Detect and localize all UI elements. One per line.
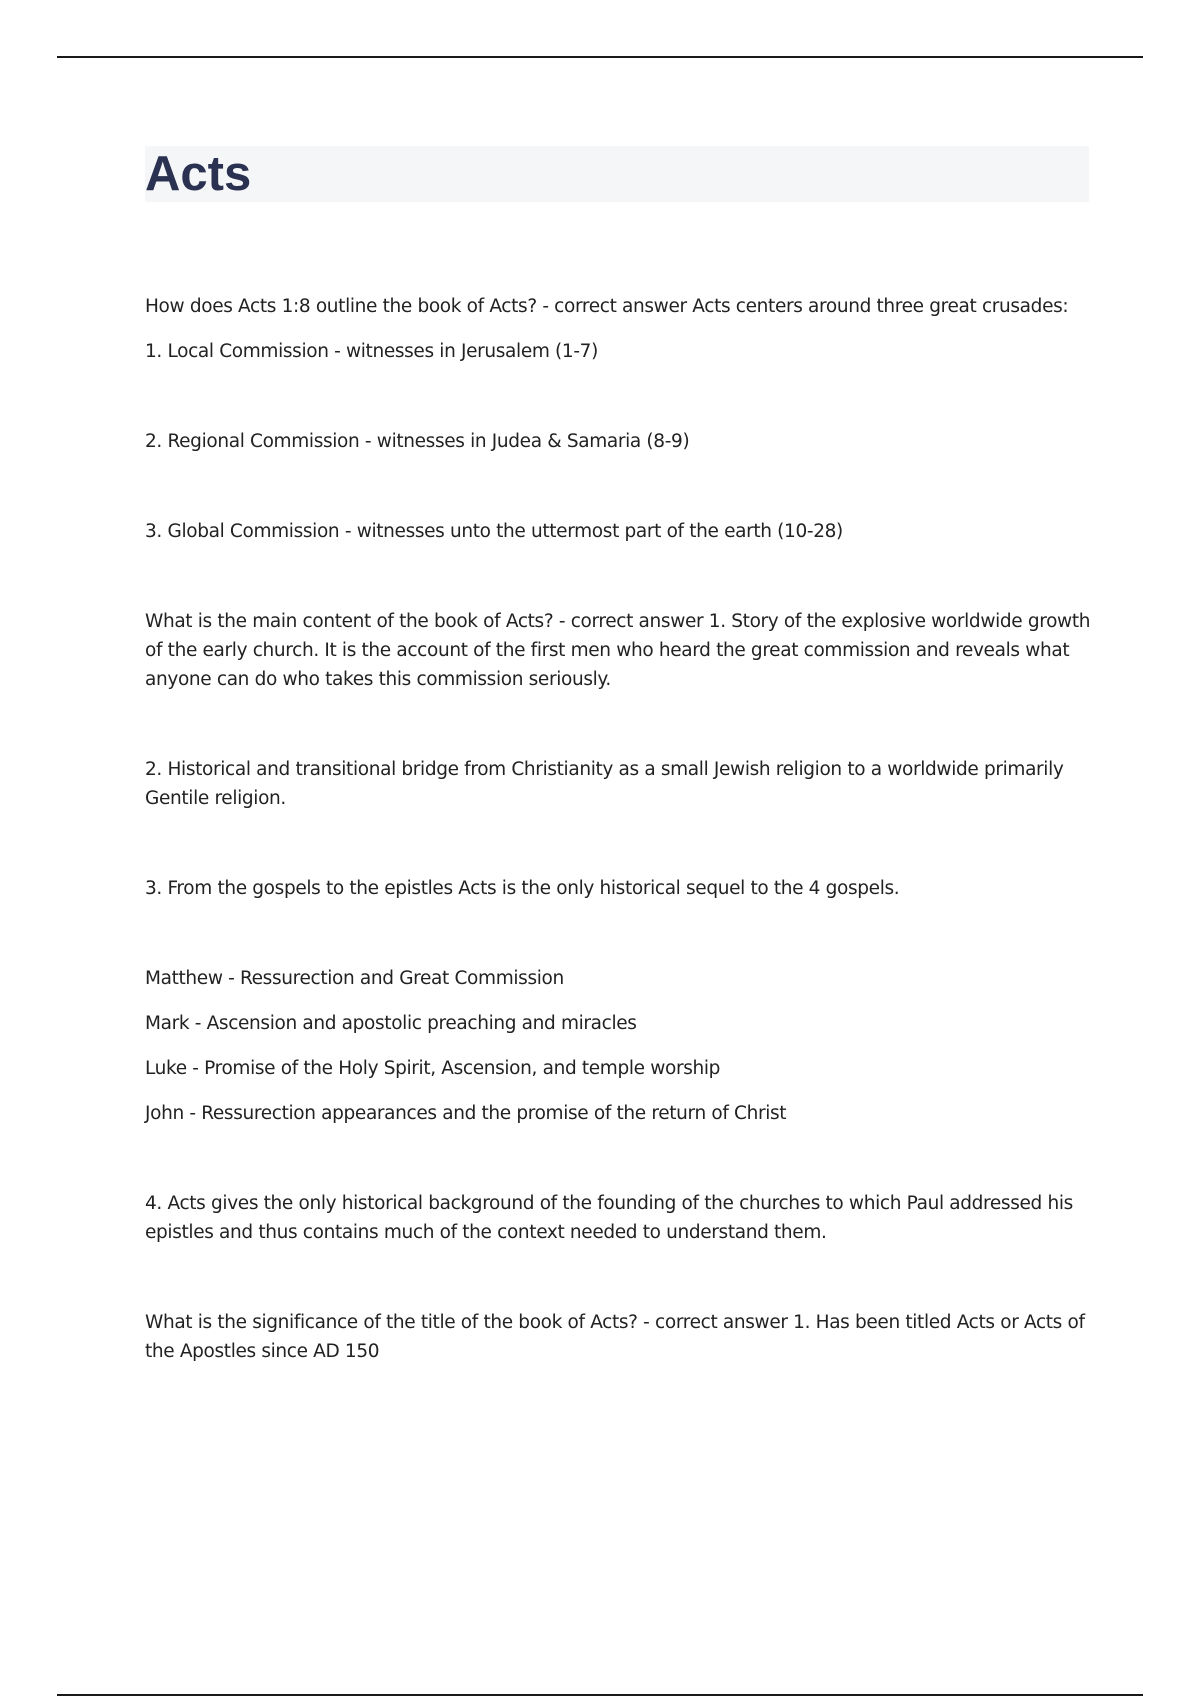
- title-band: [145, 146, 1089, 202]
- paragraph-historical-bridge: 2. Historical and transitional bridge from Christianity as a small Jewish religion to a worldwide primarily Gentile religion.: [145, 759, 1064, 809]
- paragraph-matthew: Matthew - Ressurection and Great Commission: [145, 968, 564, 989]
- paragraph-luke: Luke - Promise of the Holy Spirit, Ascension, and temple worship: [145, 1058, 721, 1079]
- top-rule: [57, 56, 1143, 58]
- paragraph-john: John - Ressurection appearances and the promise of the return of Christ: [145, 1103, 787, 1124]
- paragraph-q2: What is the main content of the book of Acts? - correct answer 1. Story of the explosive worldwide growth of the early church. It is the account of the first men who heard the great commission and reveals what anyone can do who takes this commission seriously.: [145, 611, 1091, 690]
- paragraph-gospels-to-epistles: 3. From the gospels to the epistles Acts is the only historical sequel to the 4 gospels.: [145, 878, 900, 899]
- document-body: [145, 292, 1095, 1366]
- paragraph-regional-commission: 2. Regional Commission - witnesses in Judea & Samaria (8-9): [145, 431, 690, 452]
- paragraph-mark: Mark - Ascension and apostolic preaching and miracles: [145, 1013, 637, 1034]
- paragraph-q1: How does Acts 1:8 outline the book of Acts? - correct answer Acts centers around three great crusades:: [145, 296, 1069, 317]
- paragraph-q3: What is the significance of the title of the book of Acts? - correct answer 1. Has been titled Acts or Acts of the Apostles since AD 150: [145, 1312, 1085, 1362]
- bottom-rule: [57, 1694, 1143, 1696]
- paragraph-historical-background: 4. Acts gives the only historical background of the founding of the churches to which Paul addressed his epistles and thus contains much of the context needed to understand them.: [145, 1193, 1073, 1243]
- page-title: Acts: [145, 147, 252, 201]
- paragraph-local-commission: 1. Local Commission - witnesses in Jerusalem (1-7): [145, 341, 598, 362]
- paragraph-global-commission: 3. Global Commission - witnesses unto the uttermost part of the earth (10-28): [145, 521, 843, 542]
